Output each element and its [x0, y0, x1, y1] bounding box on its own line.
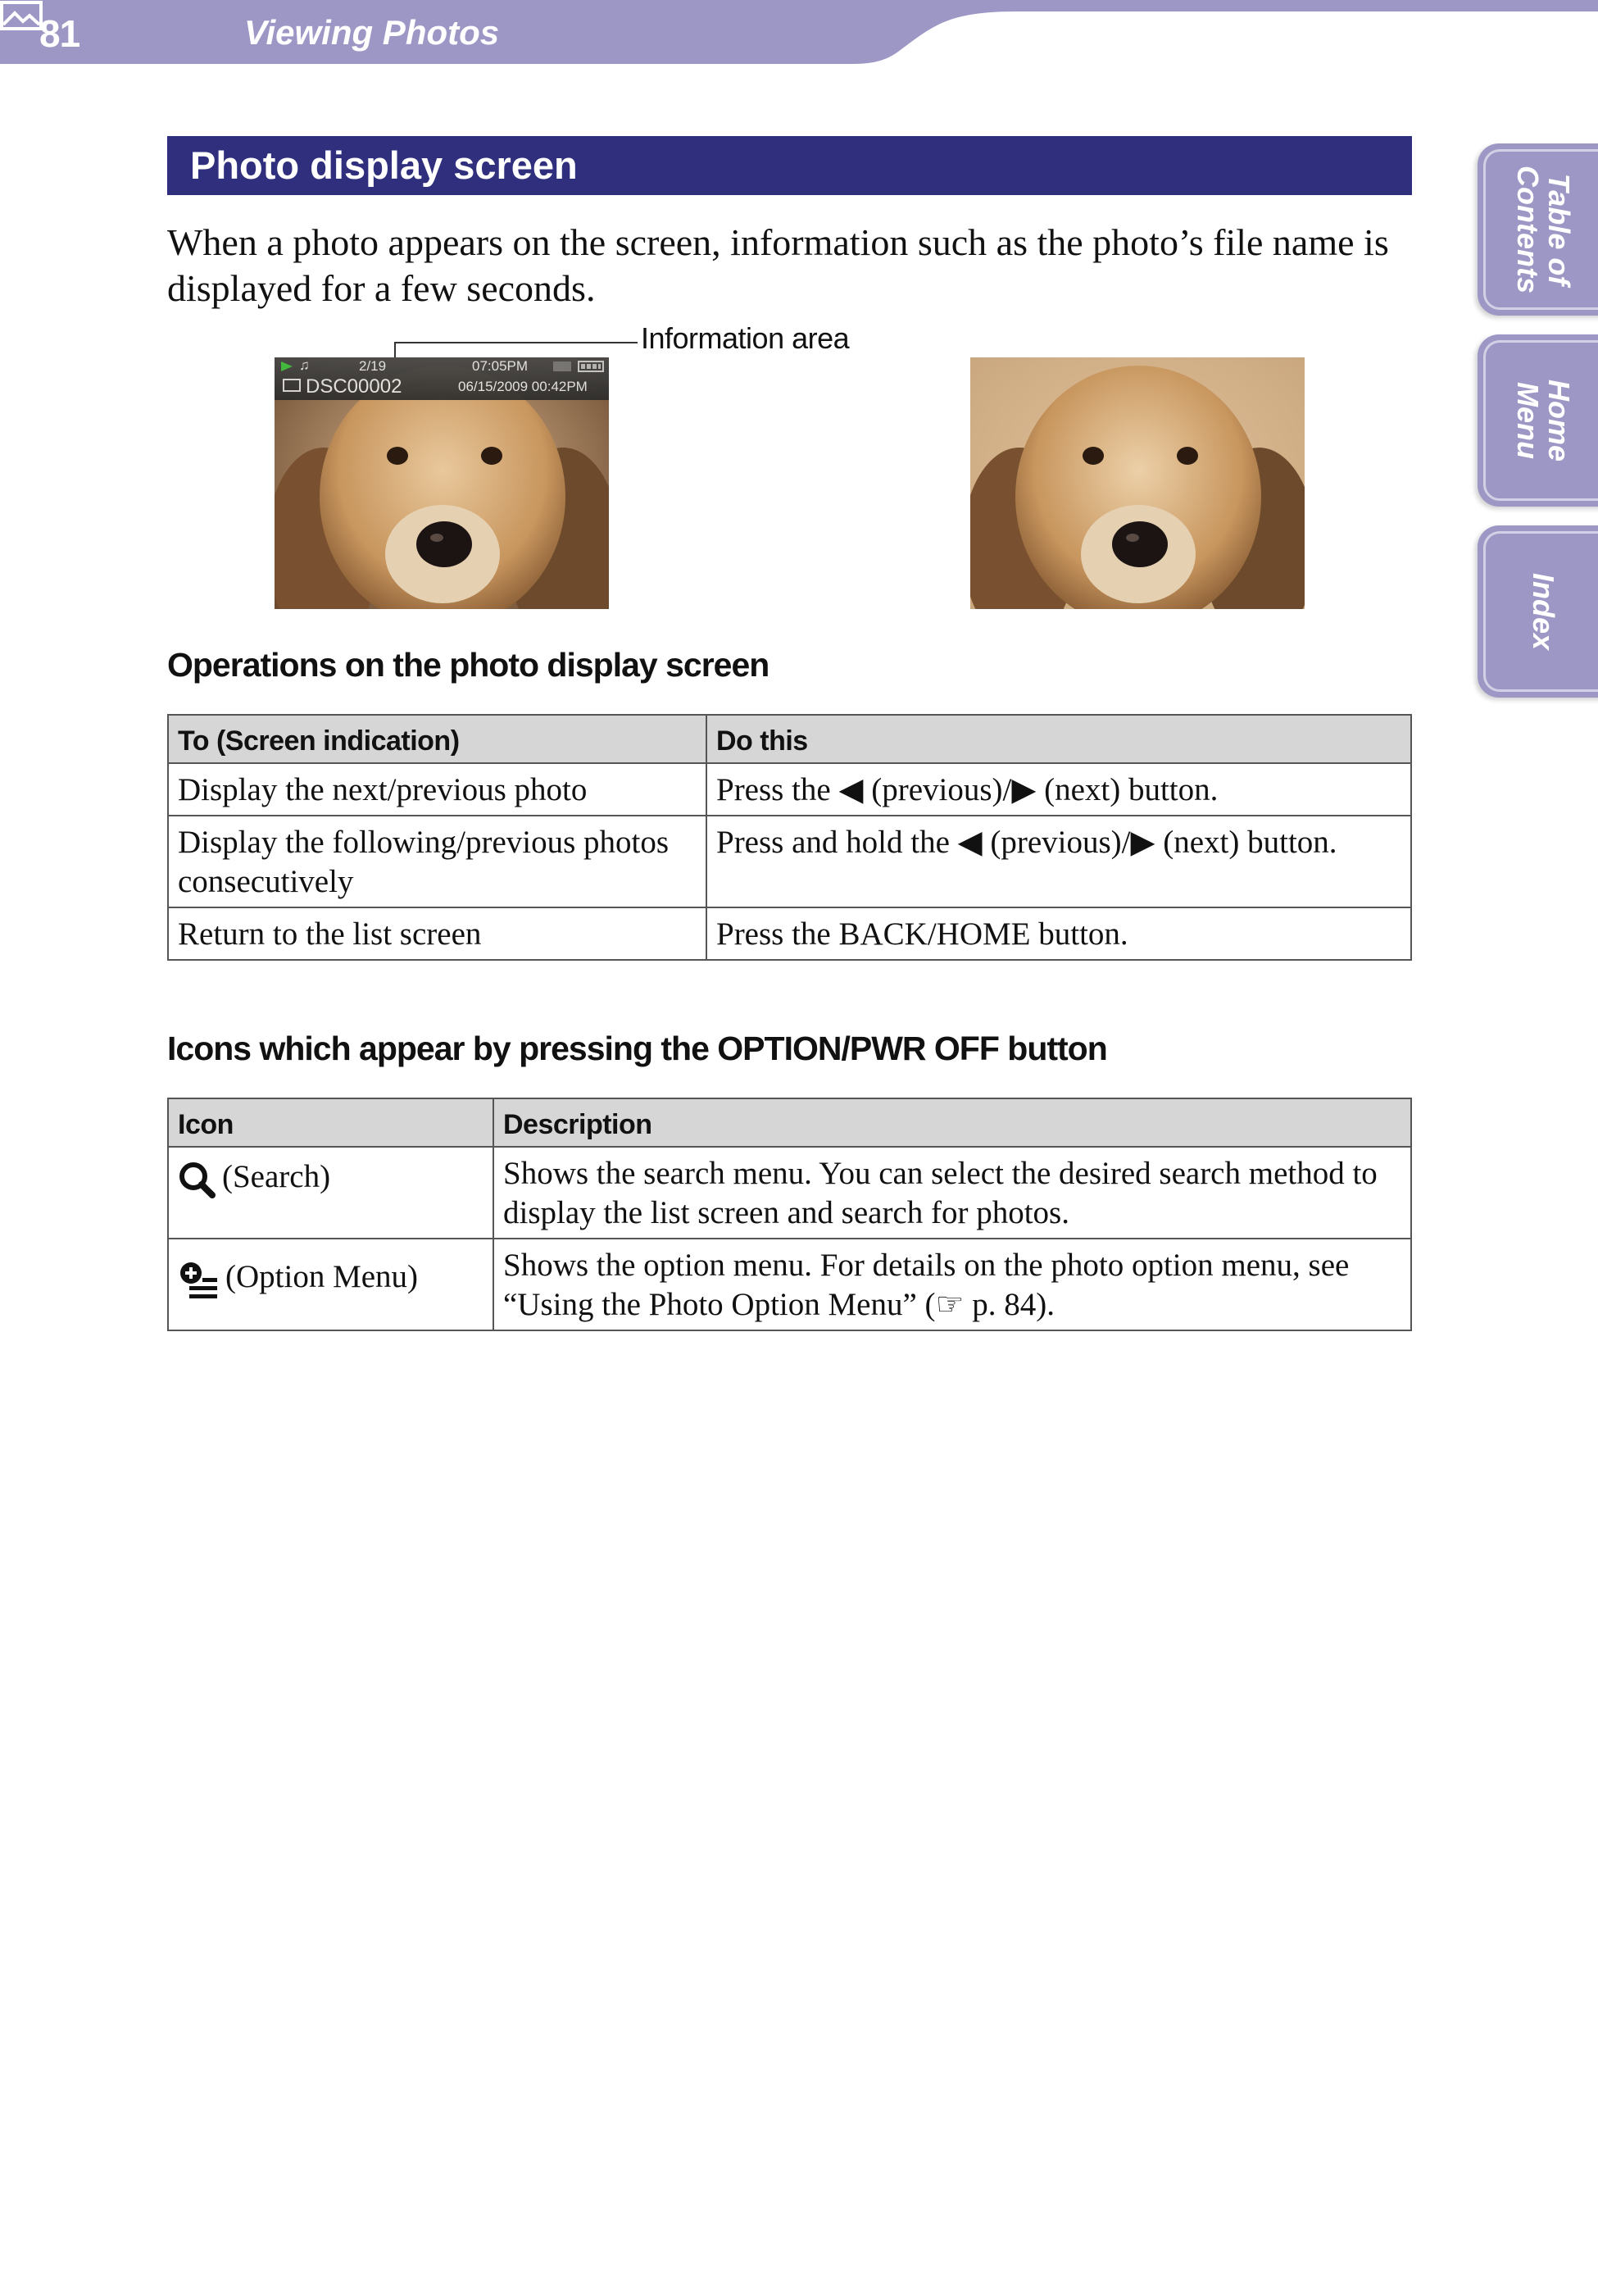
tab-label [1528, 573, 1559, 650]
hold-icon [553, 361, 571, 371]
information-area-label: Information area [641, 321, 850, 355]
photo-date: 06/15/2009 00:42PM [458, 379, 588, 394]
table-cell: Shows the search menu. You can select the desired search method to display the list screen and search for photos. [493, 1147, 1411, 1239]
column-header: Description [493, 1098, 1411, 1147]
table-cell: Display the following/previous photos consecutively [168, 816, 706, 907]
tab-label-line: Contents [1511, 166, 1545, 293]
icons-table [167, 1098, 1412, 1331]
tab-label [1512, 166, 1574, 293]
table-row [168, 1147, 1411, 1239]
section-name: Viewing Photos [244, 13, 500, 52]
tab-index[interactable] [1478, 525, 1598, 698]
icons-heading: Icons which appear by pressing the OPTION/PWR OFF button [167, 1030, 1107, 1067]
table-header-row [168, 715, 1411, 763]
table-row [168, 763, 1411, 816]
table-row [168, 816, 1411, 907]
icon-label: (Search) [222, 1159, 331, 1194]
table-header-row [168, 1098, 1411, 1147]
operations-table [167, 714, 1412, 961]
information-area [275, 357, 609, 400]
tab-label-line: Table of [1542, 173, 1576, 286]
table-row [168, 1239, 1411, 1330]
photo-without-info-area [970, 357, 1305, 609]
clock-time: 07:05PM [472, 358, 529, 374]
tab-label [1512, 380, 1574, 461]
music-note-icon: ♫ [299, 357, 310, 373]
table-row [168, 907, 1411, 960]
tab-home-menu[interactable] [1478, 334, 1598, 507]
tab-table-of-contents[interactable] [1478, 143, 1598, 316]
table-cell [168, 1239, 493, 1330]
table-cell: Display the next/previous photo [168, 763, 706, 816]
icon-label: (Option Menu) [225, 1259, 419, 1294]
column-header: Do this [706, 715, 1411, 763]
playing-indicator-icon [281, 361, 293, 371]
section-title: Photo display screen [190, 143, 578, 187]
tab-label-line: Index [1527, 572, 1560, 651]
battery-icon [578, 361, 604, 372]
table-cell: Press the ◀ (previous)/▶ (next) button. [706, 763, 1411, 816]
option-menu-icon [178, 1260, 219, 1299]
photo-counter: 2/19 [359, 358, 387, 374]
photo-with-info-area [275, 357, 609, 609]
search-icon [178, 1161, 216, 1198]
table-cell [168, 1147, 493, 1239]
photo-file-name: DSC00002 [306, 375, 402, 398]
tab-label-line: Menu [1511, 382, 1545, 459]
dog-photo-image [970, 357, 1305, 609]
tab-label-line: Home [1542, 379, 1576, 462]
column-header: Icon [168, 1098, 493, 1147]
intro-paragraph: When a photo appears on the screen, information such as the photo’s file name is displayed for a few seconds. [167, 221, 1389, 309]
operations-heading: Operations on the photo display screen [167, 646, 769, 684]
table-cell: Return to the list screen [168, 907, 706, 960]
table-cell: Press the BACK/HOME button. [706, 907, 1411, 960]
page-number: 81 [39, 12, 80, 55]
column-header: To (Screen indication) [168, 715, 706, 763]
table-cell: Press and hold the ◀ (previous)/▶ (next) button. [706, 816, 1411, 907]
table-cell: Shows the option menu. For details on the photo option menu, see “Using the Photo Option Menu” (☞ p. 84). [493, 1239, 1411, 1330]
photo-file-icon [283, 379, 301, 392]
